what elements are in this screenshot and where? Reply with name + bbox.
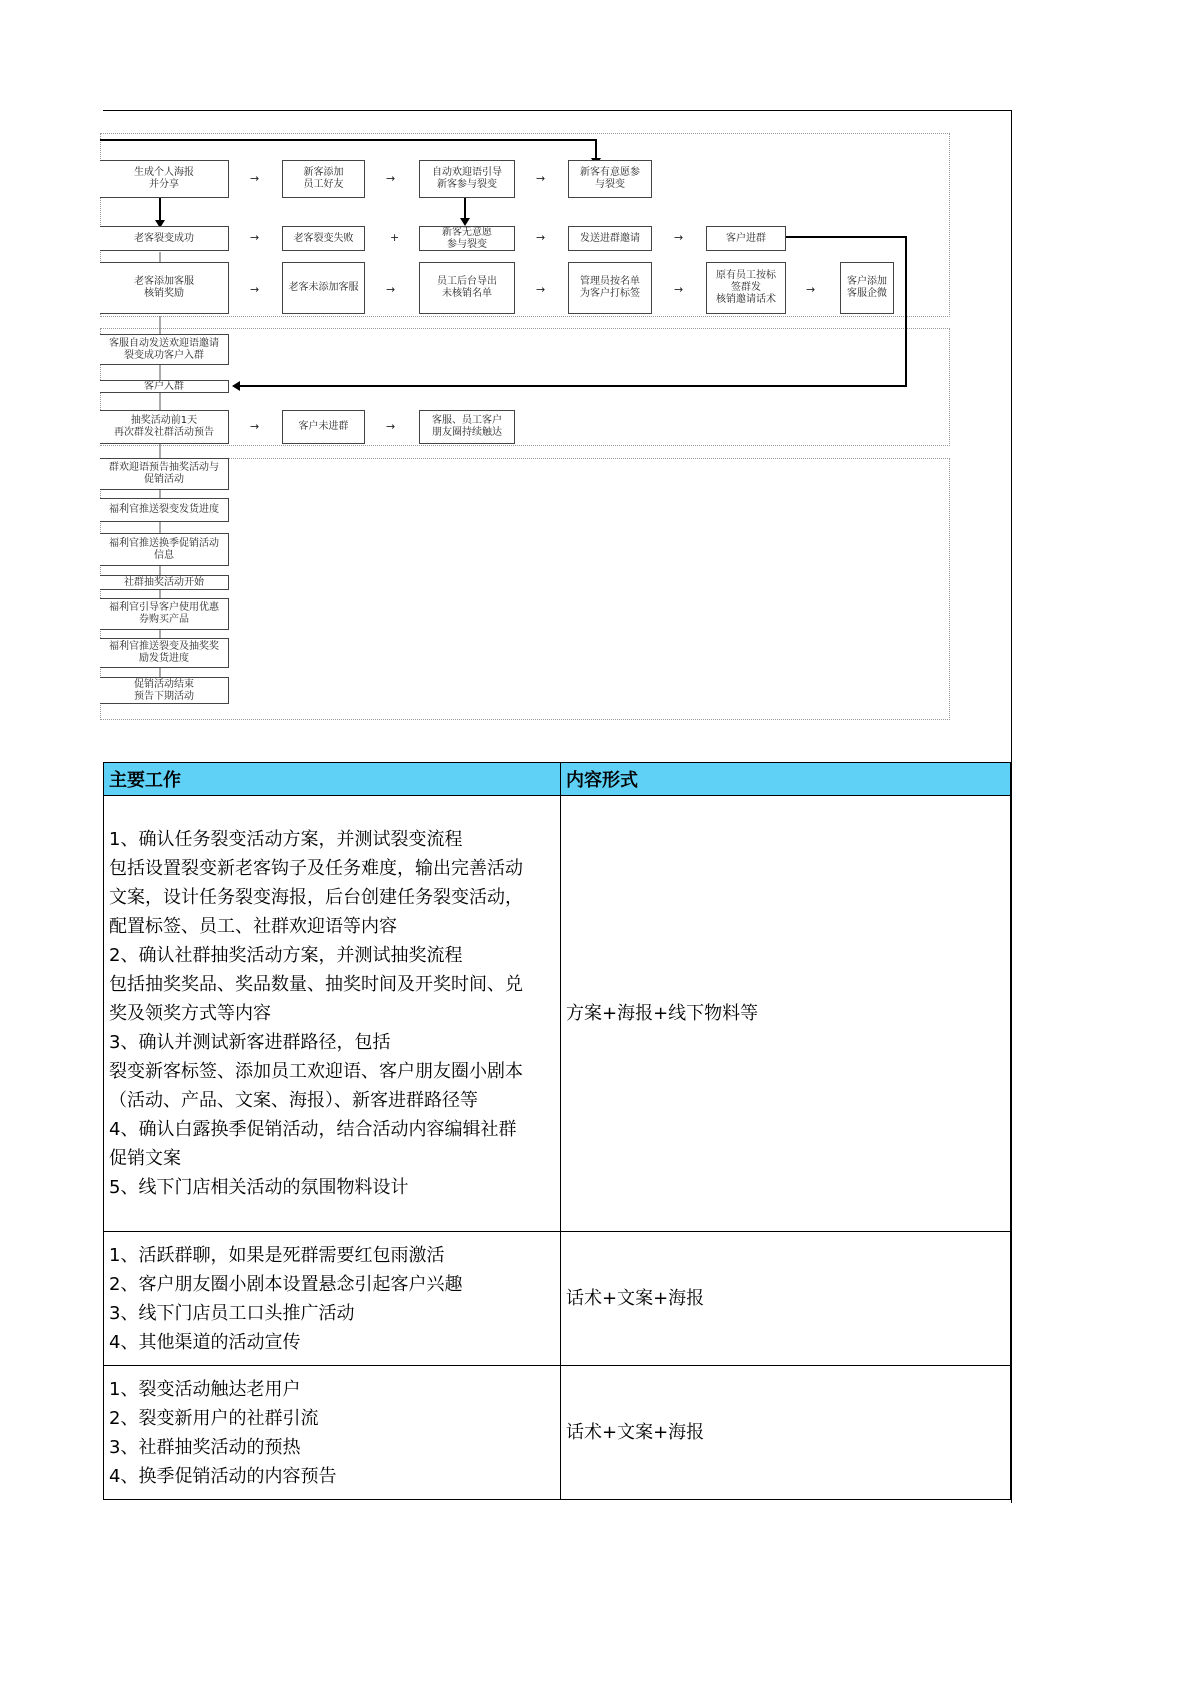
header-content-form: 内容形式: [561, 763, 1011, 796]
flow-node-9: 客户进群: [706, 226, 786, 251]
flow-arrow: →: [536, 172, 546, 185]
table-row: [104, 1232, 1011, 1366]
work-line: 裂变新客标签、添加员工欢迎语、客户朋友圈小剧本: [109, 1061, 523, 1082]
work-line: 1、裂变活动触达老用户: [109, 1378, 301, 1400]
flow-node-1: 生成个人海报 并分享: [100, 160, 229, 198]
work-line: 5、线下门店相关活动的氛围物料设计: [109, 1177, 409, 1198]
flow-node-17: 客户入群: [100, 380, 229, 393]
work-line: 1、确认任务裂变活动方案，并测试裂变流程: [109, 829, 463, 850]
flow-node-24: 社群抽奖活动开始: [100, 575, 229, 590]
work-line: 2、裂变新用户的社群引流: [109, 1407, 319, 1429]
flow-arrow: →: [386, 172, 396, 185]
work-line: 2、客户朋友圈小剧本设置悬念引起客户兴趣: [109, 1273, 463, 1295]
flow-node-2: 新客添加 员工好友: [282, 160, 365, 198]
flow-arrow: →: [674, 231, 684, 244]
flow-arrow: →: [250, 283, 260, 296]
work-table: [103, 762, 1011, 1500]
work-line: 4、换季促销活动的内容预告: [109, 1465, 337, 1487]
work-line: 3、确认并测试新客进群路径，包括: [109, 1032, 391, 1053]
flow-arrow: →: [250, 231, 260, 244]
flow-node-20: 客服、员工客户 朋友圈持续触达: [419, 410, 515, 444]
flow-node-3: 自动欢迎语引导 新客参与裂变: [419, 160, 515, 198]
work-line: 促销文案: [109, 1148, 181, 1169]
flow-node-25: 福利官引导客户使用优惠 券购买产品: [100, 598, 229, 630]
flow-arrow: →: [250, 420, 260, 433]
flow-node-12: 员工后台导出 未核销名单: [419, 262, 515, 314]
work-line: 1、活跃群聊，如果是死群需要红包雨激活: [109, 1244, 445, 1266]
flow-node-21: 群欢迎语预告抽奖活动与 促销活动: [100, 458, 229, 490]
work-line: 奖及领奖方式等内容: [109, 1003, 271, 1024]
flow-arrow: →: [536, 231, 546, 244]
flow-node-7: 新客无意愿 参与裂变: [419, 226, 515, 251]
flow-node-27: 促销活动结束 预告下期活动: [100, 677, 229, 704]
table-header-row: [104, 763, 1011, 796]
form-cell: 方案+海报+线下物料等: [561, 796, 1011, 1232]
work-cell: [104, 1366, 561, 1500]
table-row: [104, 796, 1011, 1232]
work-line: 4、其他渠道的活动宣传: [109, 1331, 301, 1353]
work-line: 配置标签、员工、社群欢迎语等内容: [109, 916, 397, 937]
flow-node-6: 老客裂变失败: [282, 226, 365, 251]
table-row: [104, 1366, 1011, 1500]
work-cell: [104, 796, 561, 1232]
flow-arrow: →: [674, 283, 684, 296]
flow-node-18: 抽奖活动前1天 再次群发社群活动预告: [100, 410, 229, 444]
flow-node-8: 发送进群邀请: [568, 226, 652, 251]
flow-node-26: 福利官推送裂变及抽奖奖 励发货进度: [100, 638, 229, 668]
flow-arrow: →: [806, 283, 816, 296]
work-line: 4、确认白露换季促销活动，结合活动内容编辑社群: [109, 1119, 517, 1140]
form-cell: 话术+文案+海报: [561, 1366, 1011, 1500]
flow-node-5: 老客裂变成功: [100, 226, 229, 251]
work-line: （活动、产品、文案、海报）、新客进群路径等: [109, 1090, 478, 1111]
flow-node-22: 福利官推送裂变发货进度: [100, 498, 229, 522]
flow-node-16: 客服自动发送欢迎语邀请 裂变成功客户入群: [100, 334, 229, 365]
flow-arrow: →: [250, 172, 260, 185]
work-line: 包括设置裂变新老客钩子及任务难度，输出完善活动: [109, 858, 523, 879]
flow-node-10: 老客添加客服 核销奖励: [100, 262, 229, 314]
work-line: 2、确认社群抽奖活动方案，并测试抽奖流程: [109, 945, 463, 966]
work-line: 3、社群抽奖活动的预热: [109, 1436, 301, 1458]
flow-node-14: 原有员工按标 签群发 核销邀请话术: [706, 262, 786, 314]
form-cell: 话术+文案+海报: [561, 1232, 1011, 1366]
work-line: 文案，设计任务裂变海报，后台创建任务裂变活动，: [109, 887, 523, 908]
flow-arrow: →: [536, 283, 546, 296]
flow-node-19: 客户未进群: [282, 410, 365, 444]
work-cell: [104, 1232, 561, 1366]
flow-plus: +: [390, 231, 400, 244]
flow-arrow: →: [386, 420, 396, 433]
flow-node-23: 福利官推送换季促销活动 信息: [100, 533, 229, 566]
flow-node-13: 管理员按名单 为客户打标签: [568, 262, 652, 314]
work-line: 3、线下门店员工口头推广活动: [109, 1302, 355, 1324]
flow-arrow: →: [386, 283, 396, 296]
flow-node-11: 老客未添加客服: [282, 262, 365, 314]
header-main-work: 主要工作: [104, 763, 561, 796]
flow-node-15: 客户添加 客服企微: [840, 262, 894, 314]
flow-node-4: 新客有意愿参 与裂变: [568, 160, 652, 198]
work-line: 包括抽奖奖品、奖品数量、抽奖时间及开奖时间、兑: [109, 974, 523, 995]
